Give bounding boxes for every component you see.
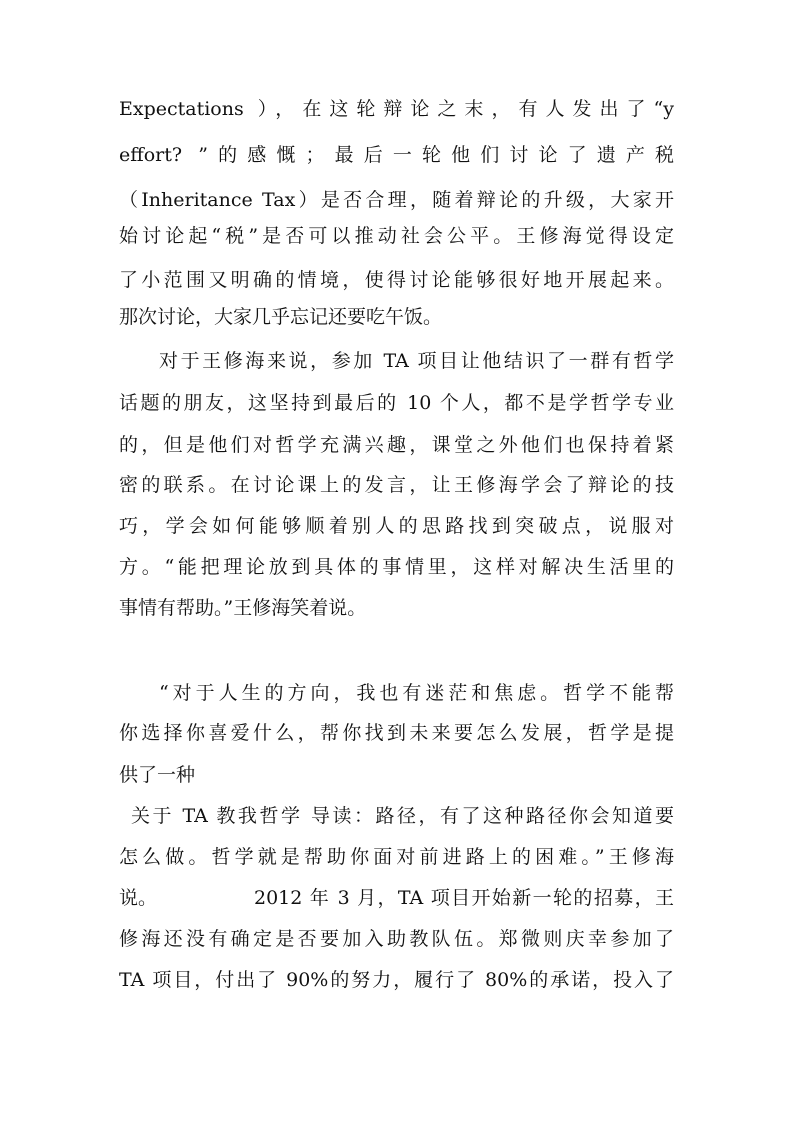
text-line: TA 项目，付出了 90%的努力，履行了 80%的承诺，投入了 <box>119 969 674 991</box>
text-line: 对于王修海来说，参加 TA 项目让他结识了一群有哲学 <box>159 350 674 372</box>
text-line: 2012 年 3 月，TA 项目开始新一轮的招募，王 <box>254 887 674 909</box>
text-line: 话题的朋友，这坚持到最后的 10 个人，都不是学哲学专业 <box>119 392 674 414</box>
text-line: 始讨论起“税”是否可以推动社会公平。王修海觉得设定 <box>119 225 674 247</box>
text-line: 方。“能把理论放到具体的事情里，这样对解决生活里的 <box>119 556 674 578</box>
text-line: 怎么做。哲学就是帮助你面对前进路上的困难。”王修海 <box>119 846 674 868</box>
text-line: 的，但是他们对哲学充满兴趣，课堂之外他们也保持着紧 <box>119 434 674 456</box>
text-line: 事情有帮助。”王修海笑着说。 <box>119 597 367 619</box>
text-line: 那次讨论，大家几乎忘记还要吃午饭。 <box>119 306 443 328</box>
text-line: 说。 <box>119 887 158 909</box>
text-line: 密的联系。在讨论课上的发言，让王修海学会了辩论的技 <box>119 474 674 496</box>
text-line: （Inheritance Tax）是否合理，随着辩论的升级，大家开 <box>119 189 674 211</box>
text-line: 关于 TA 教我哲学 导读：路径，有了这种路径你会知道要 <box>131 805 674 827</box>
text-line: effort? ”的感慨；最后一轮他们讨论了遗产税 <box>119 144 674 166</box>
text-line: 你选择你喜爱什么，帮你找到未来要怎么发展，哲学是提 <box>119 722 674 744</box>
text-line: 修海还没有确定是否要加入助教队伍。郑微则庆幸参加了 <box>119 928 674 950</box>
text-line: 供了一种 <box>119 764 196 786</box>
text-line: “对于人生的方向，我也有迷茫和焦虑。哲学不能帮 <box>159 682 674 704</box>
text-line: 巧，学会如何能够顺着别人的思路找到突破点，说服对 <box>119 515 674 537</box>
text-line: Expectations ），在这轮辩论之末，有人发出了“y <box>119 98 674 120</box>
text-line: 了小范围又明确的情境，使得讨论能够很好地开展起来。 <box>119 269 674 291</box>
